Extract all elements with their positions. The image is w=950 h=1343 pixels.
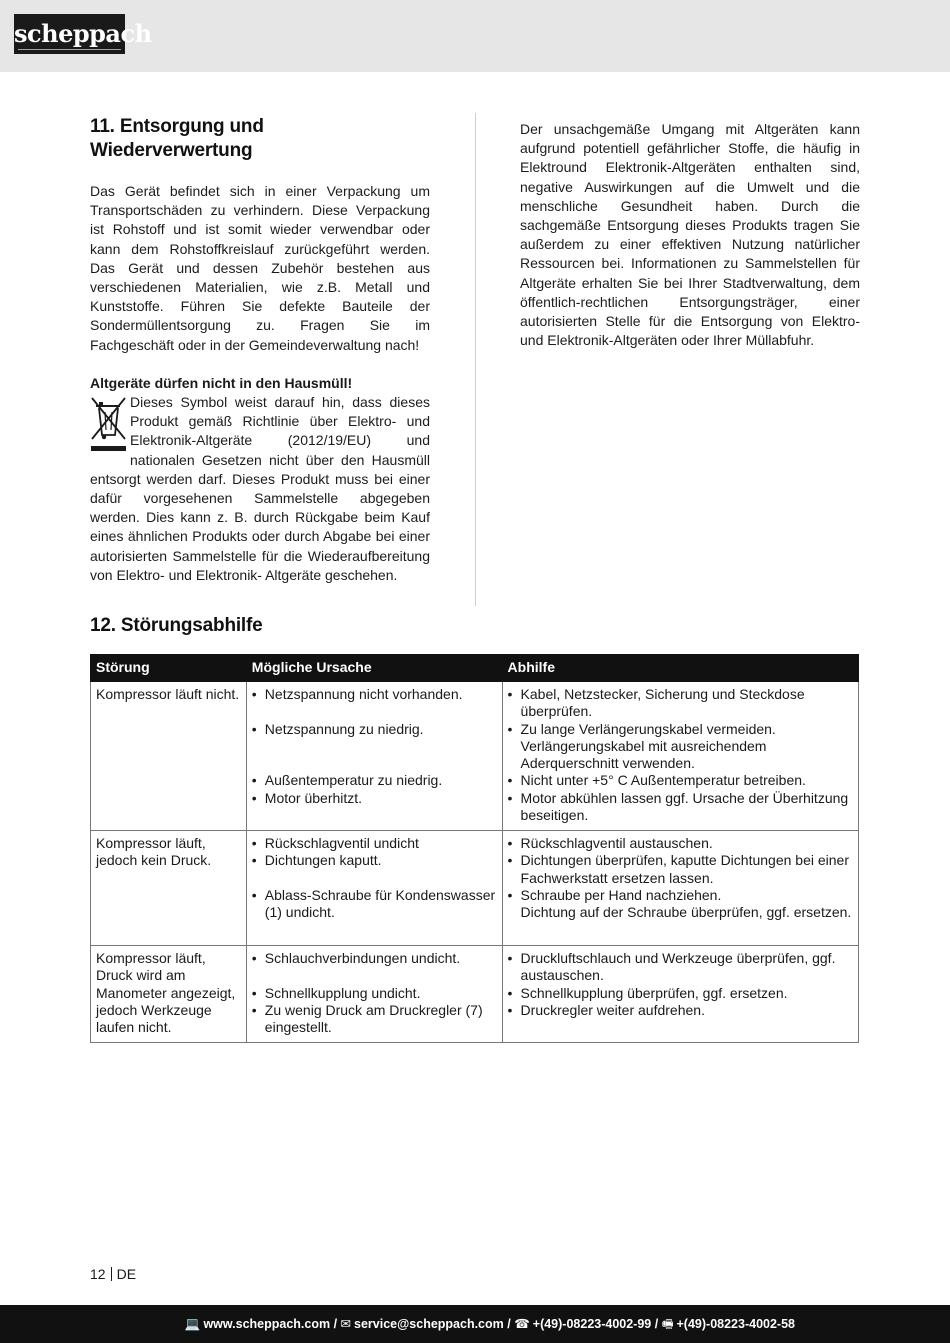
footer-phone[interactable]: +(49)-08223-4002-99 — [532, 1317, 652, 1331]
list-item: • Rückschlagventil undicht — [252, 835, 498, 852]
list-item: • Zu lange Verlängerungskabel vermeiden. Verlängerungskabel mit ausreichendem Aderquerschnitt verwenden. — [508, 721, 854, 773]
list-item: • Schlauchverbindungen undicht. — [252, 950, 498, 967]
list-item: • Druckluftschlauch und Werkzeuge überprüfen, ggf. austauschen. — [508, 950, 854, 985]
hazard-paragraph: Der unsachgemäße Umgang mit Altgeräten kann aufgrund potentiell gefährlicher Stoffe, die häufig in Elektround Elektronik-Altgeräten enthalten sind, negative Auswirkungen auf die Umwelt und die menschliche Gesundheit haben. Durch die sachgemäße Entsorgung dieses Produkts tragen Sie außerdem zu einer effektiven Nutzung natürlicher Ressourcen bei. Informationen zu Sammelstellen für Altgeräte erhalten Sie bei Ihrer Stadtverwaltung, dem öffentlich-rechtlichen Entsorgungsträger, einer autorisierten Stelle für die Entsorgung von Elektro- und Elektronik-Altgeräten oder Ihrer Müllabfuhr. — [520, 121, 860, 349]
list-item: • Ablass-Schraube für Kondenswasser (1) undicht. — [252, 887, 498, 922]
section-11-left-column — [90, 115, 430, 585]
list-item: • Netzspannung zu niedrig. — [252, 721, 498, 738]
footer-separator: / — [651, 1317, 662, 1331]
footer-fax: +(49)-08223-4002-58 — [676, 1317, 795, 1331]
ursache-cell — [246, 682, 502, 831]
disposal-paragraph: Das Gerät befindet sich in einer Verpackung um Transportschäden zu verhindern. Diese Verpackung ist Rohstoff und ist somit wieder verwendbar oder kann dem Rohstoffkreislauf zurückgeführt werden. Das Gerät und dessen Zubehör bestehen aus verschiedenen Materialien, wie z.B. Metall und Kunststoffe. Führen Sie defekte Bauteile der Sondermüllentsorgung zu. Fragen Sie im Fachgeschäft oder in der Gemeindeverwaltung nach! — [90, 183, 430, 353]
table-row — [91, 946, 859, 1043]
abhilfe-cell — [502, 946, 858, 1043]
header-stoerung: Störung — [91, 655, 247, 682]
weee-crossed-bin-icon — [90, 393, 128, 469]
weee-warning-title: Altgeräte dürfen nicht in den Hausmüll! — [90, 374, 353, 391]
list-item: • Schraube per Hand nachziehen. — [508, 887, 854, 904]
list-item: • Rückschlagventil austauschen. — [508, 835, 854, 852]
footer-bar — [0, 1305, 950, 1343]
list-item: • Dichtungen kaputt. — [252, 852, 498, 869]
page-number-separator — [111, 1267, 112, 1281]
list-item-continuation: Dichtung auf der Schraube überprüfen, ggf. ersetzen. — [520, 904, 852, 921]
abhilfe-cell — [502, 682, 858, 831]
list-item: • Dichtungen überprüfen, kaputte Dichtungen bei einer Fachwerkstatt ersetzen lassen. — [508, 852, 854, 887]
header-abhilfe: Abhilfe — [502, 655, 858, 682]
list-item: • Druckregler weiter aufdrehen. — [508, 1002, 854, 1019]
phone-icon: ☎ — [514, 1317, 530, 1331]
list-item: • Schnellkupplung undicht. — [252, 985, 498, 1002]
page-language: DE — [116, 1266, 137, 1282]
list-item: • Motor überhitzt. — [252, 790, 498, 807]
fax-icon: 🖷 — [661, 1317, 674, 1331]
footer-separator: / — [330, 1317, 341, 1331]
section-11-title: 11. Entsorgung und Wiederverwertung — [90, 116, 264, 161]
list-item: • Motor abkühlen lassen ggf. Ursache der Überhitzung beseitigen. — [508, 790, 854, 825]
troubleshooting-table — [90, 654, 859, 1043]
list-item: • Schnellkupplung überprüfen, ggf. ersetzen. — [508, 985, 854, 1002]
abhilfe-cell — [502, 831, 858, 946]
footer-website-link[interactable]: www.scheppach.com — [203, 1317, 331, 1331]
email-icon: ✉ — [340, 1317, 351, 1331]
column-divider — [475, 113, 476, 606]
weee-paragraph: Dieses Symbol weist darauf hin, dass dieses Produkt gemäß Richtlinie über Elektro- und Elektronik-Altgeräte (2012/19/EU) und nationalen Gesetzen nicht über den Hausmüll entsorgt werden darf. Dieses Produkt muss bei einer dafür vorgesehenen Sammelstelle abgegeben werden. Dies kann z. B. durch Rückgabe beim Kauf eines ähnlichen Produkts oder durch Abgabe bei einer autorisierten Sammelstelle für die Wiederaufbereitung von Elektro- und Elektronik- Altgeräte geschehen. — [90, 394, 430, 583]
stoerung-cell: Kompressor läuft nicht. — [91, 682, 247, 831]
footer-separator: / — [503, 1317, 515, 1331]
footer-email-link[interactable]: service@scheppach.com — [354, 1317, 504, 1331]
list-item: • Kabel, Netzstecker, Sicherung und Steckdose überprüfen. — [508, 686, 854, 721]
ursache-cell — [246, 831, 502, 946]
scheppach-logo: scheppach — [14, 14, 125, 54]
list-item: • Nicht unter +5° C Außentemperatur betreiben. — [508, 772, 854, 789]
page-number-value: 12 — [90, 1266, 106, 1282]
list-item: • Außentemperatur zu niedrig. — [252, 772, 498, 789]
stoerung-cell: Kompressor läuft, jedoch kein Druck. — [91, 831, 247, 946]
table-row — [91, 831, 859, 946]
ursache-cell — [246, 946, 502, 1043]
header-band — [0, 0, 950, 72]
page-number — [90, 1265, 136, 1283]
weee-block — [90, 393, 430, 585]
table-header-row — [91, 655, 859, 682]
section-11-right-column — [520, 120, 860, 350]
table-row — [91, 682, 859, 831]
stoerung-cell: Kompressor läuft, Druck wird am Manometer angezeigt, jedoch Werkzeuge laufen nicht. — [91, 946, 247, 1043]
header-ursache: Mögliche Ursache — [246, 655, 502, 682]
list-item: • Zu wenig Druck am Druckregler (7) eingestellt. — [252, 1002, 498, 1037]
computer-icon: 💻 — [184, 1317, 201, 1331]
list-item: • Netzspannung nicht vorhanden. — [252, 686, 498, 703]
section-12-title: 12. Störungsabhilfe — [90, 615, 263, 636]
